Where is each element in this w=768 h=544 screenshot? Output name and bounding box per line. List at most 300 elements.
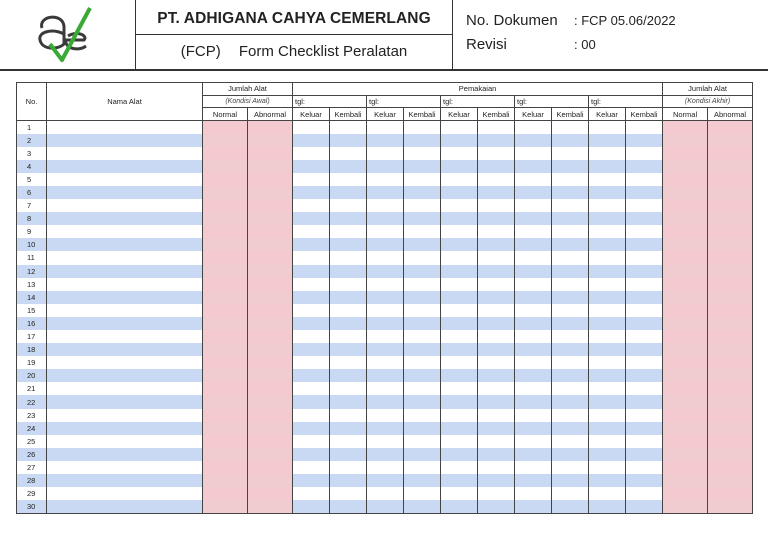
out-2-cell[interactable] xyxy=(367,225,404,238)
start-abnormal-cell[interactable] xyxy=(248,265,293,278)
start-normal-cell[interactable] xyxy=(203,474,248,487)
start-abnormal-cell[interactable] xyxy=(248,147,293,160)
out-3-cell[interactable] xyxy=(441,251,478,264)
back-5-cell[interactable] xyxy=(626,356,663,369)
back-3-cell[interactable] xyxy=(478,382,515,395)
back-4-cell[interactable] xyxy=(552,317,589,330)
start-normal-cell[interactable] xyxy=(203,278,248,291)
back-1-cell[interactable] xyxy=(330,487,367,500)
end-normal-cell[interactable] xyxy=(663,435,708,448)
out-2-cell[interactable] xyxy=(367,356,404,369)
out-4-cell[interactable] xyxy=(515,278,552,291)
out-5-cell[interactable] xyxy=(589,487,626,500)
out-2-cell[interactable] xyxy=(367,173,404,186)
out-5-cell[interactable] xyxy=(589,474,626,487)
back-2-cell[interactable] xyxy=(404,422,441,435)
back-4-cell[interactable] xyxy=(552,330,589,343)
back-2-cell[interactable] xyxy=(404,356,441,369)
out-5-cell[interactable] xyxy=(589,422,626,435)
start-normal-cell[interactable] xyxy=(203,343,248,356)
start-normal-cell[interactable] xyxy=(203,382,248,395)
back-3-cell[interactable] xyxy=(478,422,515,435)
out-2-cell[interactable] xyxy=(367,238,404,251)
back-1-cell[interactable] xyxy=(330,265,367,278)
name-cell[interactable] xyxy=(47,435,203,448)
out-4-cell[interactable] xyxy=(515,251,552,264)
end-abnormal-cell[interactable] xyxy=(708,395,753,408)
start-abnormal-cell[interactable] xyxy=(248,291,293,304)
back-3-cell[interactable] xyxy=(478,448,515,461)
end-normal-cell[interactable] xyxy=(663,238,708,251)
start-normal-cell[interactable] xyxy=(203,448,248,461)
out-3-cell[interactable] xyxy=(441,265,478,278)
out-4-cell[interactable] xyxy=(515,199,552,212)
out-3-cell[interactable] xyxy=(441,186,478,199)
out-1-cell[interactable] xyxy=(293,265,330,278)
back-4-cell[interactable] xyxy=(552,186,589,199)
back-3-cell[interactable] xyxy=(478,500,515,513)
out-3-cell[interactable] xyxy=(441,212,478,225)
back-1-cell[interactable] xyxy=(330,356,367,369)
name-cell[interactable] xyxy=(47,500,203,513)
back-4-cell[interactable] xyxy=(552,291,589,304)
end-normal-cell[interactable] xyxy=(663,147,708,160)
back-2-cell[interactable] xyxy=(404,382,441,395)
back-4-cell[interactable] xyxy=(552,422,589,435)
start-abnormal-cell[interactable] xyxy=(248,121,293,134)
back-5-cell[interactable] xyxy=(626,225,663,238)
end-abnormal-cell[interactable] xyxy=(708,291,753,304)
out-4-cell[interactable] xyxy=(515,304,552,317)
back-4-cell[interactable] xyxy=(552,487,589,500)
out-4-cell[interactable] xyxy=(515,369,552,382)
start-abnormal-cell[interactable] xyxy=(248,186,293,199)
start-abnormal-cell[interactable] xyxy=(248,356,293,369)
name-cell[interactable] xyxy=(47,238,203,251)
start-abnormal-cell[interactable] xyxy=(248,474,293,487)
out-5-cell[interactable] xyxy=(589,343,626,356)
out-2-cell[interactable] xyxy=(367,291,404,304)
out-3-cell[interactable] xyxy=(441,356,478,369)
out-2-cell[interactable] xyxy=(367,186,404,199)
back-2-cell[interactable] xyxy=(404,278,441,291)
back-2-cell[interactable] xyxy=(404,134,441,147)
name-cell[interactable] xyxy=(47,225,203,238)
end-normal-cell[interactable] xyxy=(663,199,708,212)
end-abnormal-cell[interactable] xyxy=(708,173,753,186)
start-normal-cell[interactable] xyxy=(203,121,248,134)
out-4-cell[interactable] xyxy=(515,291,552,304)
back-3-cell[interactable] xyxy=(478,487,515,500)
out-1-cell[interactable] xyxy=(293,251,330,264)
out-4-cell[interactable] xyxy=(515,212,552,225)
end-abnormal-cell[interactable] xyxy=(708,121,753,134)
out-1-cell[interactable] xyxy=(293,225,330,238)
back-1-cell[interactable] xyxy=(330,461,367,474)
out-3-cell[interactable] xyxy=(441,317,478,330)
date-field-5[interactable]: tgl: xyxy=(589,95,663,108)
name-cell[interactable] xyxy=(47,278,203,291)
out-1-cell[interactable] xyxy=(293,369,330,382)
out-5-cell[interactable] xyxy=(589,435,626,448)
back-3-cell[interactable] xyxy=(478,291,515,304)
end-abnormal-cell[interactable] xyxy=(708,474,753,487)
back-5-cell[interactable] xyxy=(626,330,663,343)
back-1-cell[interactable] xyxy=(330,173,367,186)
out-3-cell[interactable] xyxy=(441,343,478,356)
back-5-cell[interactable] xyxy=(626,212,663,225)
start-normal-cell[interactable] xyxy=(203,134,248,147)
back-1-cell[interactable] xyxy=(330,500,367,513)
out-2-cell[interactable] xyxy=(367,317,404,330)
back-2-cell[interactable] xyxy=(404,500,441,513)
out-3-cell[interactable] xyxy=(441,395,478,408)
out-5-cell[interactable] xyxy=(589,448,626,461)
end-normal-cell[interactable] xyxy=(663,343,708,356)
back-5-cell[interactable] xyxy=(626,487,663,500)
back-4-cell[interactable] xyxy=(552,304,589,317)
out-1-cell[interactable] xyxy=(293,134,330,147)
start-normal-cell[interactable] xyxy=(203,265,248,278)
out-5-cell[interactable] xyxy=(589,251,626,264)
back-5-cell[interactable] xyxy=(626,343,663,356)
back-4-cell[interactable] xyxy=(552,395,589,408)
start-normal-cell[interactable] xyxy=(203,212,248,225)
out-1-cell[interactable] xyxy=(293,212,330,225)
name-cell[interactable] xyxy=(47,409,203,422)
out-5-cell[interactable] xyxy=(589,173,626,186)
out-4-cell[interactable] xyxy=(515,500,552,513)
start-abnormal-cell[interactable] xyxy=(248,343,293,356)
end-abnormal-cell[interactable] xyxy=(708,382,753,395)
end-normal-cell[interactable] xyxy=(663,225,708,238)
back-5-cell[interactable] xyxy=(626,265,663,278)
out-5-cell[interactable] xyxy=(589,278,626,291)
out-1-cell[interactable] xyxy=(293,487,330,500)
name-cell[interactable] xyxy=(47,199,203,212)
out-2-cell[interactable] xyxy=(367,304,404,317)
out-2-cell[interactable] xyxy=(367,422,404,435)
back-4-cell[interactable] xyxy=(552,160,589,173)
end-abnormal-cell[interactable] xyxy=(708,409,753,422)
back-2-cell[interactable] xyxy=(404,265,441,278)
out-5-cell[interactable] xyxy=(589,225,626,238)
out-2-cell[interactable] xyxy=(367,487,404,500)
out-4-cell[interactable] xyxy=(515,461,552,474)
start-abnormal-cell[interactable] xyxy=(248,212,293,225)
end-normal-cell[interactable] xyxy=(663,422,708,435)
back-3-cell[interactable] xyxy=(478,238,515,251)
back-1-cell[interactable] xyxy=(330,395,367,408)
out-2-cell[interactable] xyxy=(367,147,404,160)
out-4-cell[interactable] xyxy=(515,160,552,173)
end-normal-cell[interactable] xyxy=(663,121,708,134)
back-5-cell[interactable] xyxy=(626,474,663,487)
name-cell[interactable] xyxy=(47,134,203,147)
back-4-cell[interactable] xyxy=(552,134,589,147)
back-5-cell[interactable] xyxy=(626,291,663,304)
start-abnormal-cell[interactable] xyxy=(248,487,293,500)
back-5-cell[interactable] xyxy=(626,251,663,264)
end-normal-cell[interactable] xyxy=(663,134,708,147)
out-5-cell[interactable] xyxy=(589,330,626,343)
out-4-cell[interactable] xyxy=(515,448,552,461)
back-3-cell[interactable] xyxy=(478,199,515,212)
back-2-cell[interactable] xyxy=(404,186,441,199)
out-3-cell[interactable] xyxy=(441,435,478,448)
start-normal-cell[interactable] xyxy=(203,199,248,212)
back-5-cell[interactable] xyxy=(626,461,663,474)
start-abnormal-cell[interactable] xyxy=(248,330,293,343)
out-4-cell[interactable] xyxy=(515,238,552,251)
start-abnormal-cell[interactable] xyxy=(248,134,293,147)
name-cell[interactable] xyxy=(47,265,203,278)
back-3-cell[interactable] xyxy=(478,186,515,199)
back-4-cell[interactable] xyxy=(552,343,589,356)
out-2-cell[interactable] xyxy=(367,160,404,173)
back-3-cell[interactable] xyxy=(478,278,515,291)
back-3-cell[interactable] xyxy=(478,343,515,356)
end-normal-cell[interactable] xyxy=(663,173,708,186)
start-normal-cell[interactable] xyxy=(203,461,248,474)
back-2-cell[interactable] xyxy=(404,225,441,238)
date-field-4[interactable]: tgl: xyxy=(515,95,589,108)
out-5-cell[interactable] xyxy=(589,382,626,395)
out-4-cell[interactable] xyxy=(515,173,552,186)
back-1-cell[interactable] xyxy=(330,134,367,147)
back-1-cell[interactable] xyxy=(330,409,367,422)
back-3-cell[interactable] xyxy=(478,369,515,382)
out-1-cell[interactable] xyxy=(293,238,330,251)
out-5-cell[interactable] xyxy=(589,409,626,422)
out-3-cell[interactable] xyxy=(441,173,478,186)
back-4-cell[interactable] xyxy=(552,500,589,513)
out-5-cell[interactable] xyxy=(589,265,626,278)
back-1-cell[interactable] xyxy=(330,238,367,251)
out-3-cell[interactable] xyxy=(441,422,478,435)
back-2-cell[interactable] xyxy=(404,121,441,134)
out-3-cell[interactable] xyxy=(441,160,478,173)
back-4-cell[interactable] xyxy=(552,278,589,291)
out-1-cell[interactable] xyxy=(293,330,330,343)
out-3-cell[interactable] xyxy=(441,225,478,238)
end-abnormal-cell[interactable] xyxy=(708,134,753,147)
back-1-cell[interactable] xyxy=(330,343,367,356)
out-4-cell[interactable] xyxy=(515,422,552,435)
out-5-cell[interactable] xyxy=(589,160,626,173)
end-normal-cell[interactable] xyxy=(663,212,708,225)
back-3-cell[interactable] xyxy=(478,409,515,422)
out-4-cell[interactable] xyxy=(515,409,552,422)
start-normal-cell[interactable] xyxy=(203,395,248,408)
end-normal-cell[interactable] xyxy=(663,474,708,487)
end-abnormal-cell[interactable] xyxy=(708,160,753,173)
date-field-2[interactable]: tgl: xyxy=(367,95,441,108)
out-1-cell[interactable] xyxy=(293,422,330,435)
start-normal-cell[interactable] xyxy=(203,251,248,264)
start-abnormal-cell[interactable] xyxy=(248,278,293,291)
back-1-cell[interactable] xyxy=(330,225,367,238)
end-abnormal-cell[interactable] xyxy=(708,317,753,330)
name-cell[interactable] xyxy=(47,291,203,304)
name-cell[interactable] xyxy=(47,487,203,500)
out-4-cell[interactable] xyxy=(515,121,552,134)
start-abnormal-cell[interactable] xyxy=(248,251,293,264)
back-1-cell[interactable] xyxy=(330,160,367,173)
back-1-cell[interactable] xyxy=(330,304,367,317)
start-normal-cell[interactable] xyxy=(203,330,248,343)
start-abnormal-cell[interactable] xyxy=(248,317,293,330)
back-3-cell[interactable] xyxy=(478,474,515,487)
back-5-cell[interactable] xyxy=(626,500,663,513)
name-cell[interactable] xyxy=(47,448,203,461)
end-normal-cell[interactable] xyxy=(663,356,708,369)
start-normal-cell[interactable] xyxy=(203,304,248,317)
end-abnormal-cell[interactable] xyxy=(708,435,753,448)
end-abnormal-cell[interactable] xyxy=(708,278,753,291)
start-normal-cell[interactable] xyxy=(203,160,248,173)
back-3-cell[interactable] xyxy=(478,356,515,369)
back-4-cell[interactable] xyxy=(552,356,589,369)
back-1-cell[interactable] xyxy=(330,199,367,212)
start-abnormal-cell[interactable] xyxy=(248,238,293,251)
date-field-1[interactable]: tgl: xyxy=(293,95,367,108)
name-cell[interactable] xyxy=(47,147,203,160)
out-5-cell[interactable] xyxy=(589,291,626,304)
end-normal-cell[interactable] xyxy=(663,330,708,343)
back-4-cell[interactable] xyxy=(552,121,589,134)
out-3-cell[interactable] xyxy=(441,500,478,513)
out-3-cell[interactable] xyxy=(441,448,478,461)
start-abnormal-cell[interactable] xyxy=(248,461,293,474)
back-5-cell[interactable] xyxy=(626,147,663,160)
end-abnormal-cell[interactable] xyxy=(708,487,753,500)
out-5-cell[interactable] xyxy=(589,121,626,134)
back-2-cell[interactable] xyxy=(404,409,441,422)
out-3-cell[interactable] xyxy=(441,369,478,382)
end-abnormal-cell[interactable] xyxy=(708,186,753,199)
end-abnormal-cell[interactable] xyxy=(708,500,753,513)
out-1-cell[interactable] xyxy=(293,474,330,487)
back-3-cell[interactable] xyxy=(478,330,515,343)
back-4-cell[interactable] xyxy=(552,199,589,212)
out-4-cell[interactable] xyxy=(515,147,552,160)
back-3-cell[interactable] xyxy=(478,173,515,186)
end-abnormal-cell[interactable] xyxy=(708,369,753,382)
start-normal-cell[interactable] xyxy=(203,291,248,304)
out-3-cell[interactable] xyxy=(441,134,478,147)
end-abnormal-cell[interactable] xyxy=(708,251,753,264)
out-3-cell[interactable] xyxy=(441,487,478,500)
out-4-cell[interactable] xyxy=(515,382,552,395)
out-2-cell[interactable] xyxy=(367,278,404,291)
end-normal-cell[interactable] xyxy=(663,395,708,408)
out-3-cell[interactable] xyxy=(441,409,478,422)
back-3-cell[interactable] xyxy=(478,147,515,160)
out-4-cell[interactable] xyxy=(515,186,552,199)
out-1-cell[interactable] xyxy=(293,186,330,199)
name-cell[interactable] xyxy=(47,251,203,264)
out-4-cell[interactable] xyxy=(515,487,552,500)
start-abnormal-cell[interactable] xyxy=(248,173,293,186)
out-4-cell[interactable] xyxy=(515,343,552,356)
out-5-cell[interactable] xyxy=(589,238,626,251)
out-2-cell[interactable] xyxy=(367,199,404,212)
back-2-cell[interactable] xyxy=(404,343,441,356)
back-3-cell[interactable] xyxy=(478,395,515,408)
back-2-cell[interactable] xyxy=(404,304,441,317)
back-1-cell[interactable] xyxy=(330,369,367,382)
out-3-cell[interactable] xyxy=(441,291,478,304)
start-normal-cell[interactable] xyxy=(203,409,248,422)
name-cell[interactable] xyxy=(47,173,203,186)
back-4-cell[interactable] xyxy=(552,173,589,186)
back-4-cell[interactable] xyxy=(552,409,589,422)
start-normal-cell[interactable] xyxy=(203,317,248,330)
name-cell[interactable] xyxy=(47,186,203,199)
start-abnormal-cell[interactable] xyxy=(248,304,293,317)
back-2-cell[interactable] xyxy=(404,330,441,343)
end-abnormal-cell[interactable] xyxy=(708,238,753,251)
name-cell[interactable] xyxy=(47,121,203,134)
end-abnormal-cell[interactable] xyxy=(708,304,753,317)
out-2-cell[interactable] xyxy=(367,369,404,382)
back-4-cell[interactable] xyxy=(552,448,589,461)
back-5-cell[interactable] xyxy=(626,409,663,422)
start-normal-cell[interactable] xyxy=(203,422,248,435)
out-5-cell[interactable] xyxy=(589,134,626,147)
name-cell[interactable] xyxy=(47,369,203,382)
back-4-cell[interactable] xyxy=(552,251,589,264)
name-cell[interactable] xyxy=(47,395,203,408)
out-2-cell[interactable] xyxy=(367,409,404,422)
out-5-cell[interactable] xyxy=(589,395,626,408)
out-2-cell[interactable] xyxy=(367,435,404,448)
end-normal-cell[interactable] xyxy=(663,160,708,173)
back-3-cell[interactable] xyxy=(478,265,515,278)
end-normal-cell[interactable] xyxy=(663,304,708,317)
back-2-cell[interactable] xyxy=(404,448,441,461)
back-5-cell[interactable] xyxy=(626,435,663,448)
back-1-cell[interactable] xyxy=(330,291,367,304)
name-cell[interactable] xyxy=(47,304,203,317)
back-1-cell[interactable] xyxy=(330,121,367,134)
name-cell[interactable] xyxy=(47,461,203,474)
end-normal-cell[interactable] xyxy=(663,487,708,500)
back-3-cell[interactable] xyxy=(478,251,515,264)
out-5-cell[interactable] xyxy=(589,199,626,212)
out-1-cell[interactable] xyxy=(293,500,330,513)
end-normal-cell[interactable] xyxy=(663,369,708,382)
start-abnormal-cell[interactable] xyxy=(248,448,293,461)
back-3-cell[interactable] xyxy=(478,160,515,173)
back-5-cell[interactable] xyxy=(626,134,663,147)
out-3-cell[interactable] xyxy=(441,238,478,251)
out-5-cell[interactable] xyxy=(589,500,626,513)
back-5-cell[interactable] xyxy=(626,317,663,330)
out-1-cell[interactable] xyxy=(293,382,330,395)
back-2-cell[interactable] xyxy=(404,291,441,304)
out-5-cell[interactable] xyxy=(589,461,626,474)
back-3-cell[interactable] xyxy=(478,435,515,448)
back-1-cell[interactable] xyxy=(330,317,367,330)
start-abnormal-cell[interactable] xyxy=(248,369,293,382)
back-4-cell[interactable] xyxy=(552,474,589,487)
end-normal-cell[interactable] xyxy=(663,409,708,422)
back-2-cell[interactable] xyxy=(404,238,441,251)
date-field-3[interactable]: tgl: xyxy=(441,95,515,108)
back-1-cell[interactable] xyxy=(330,435,367,448)
